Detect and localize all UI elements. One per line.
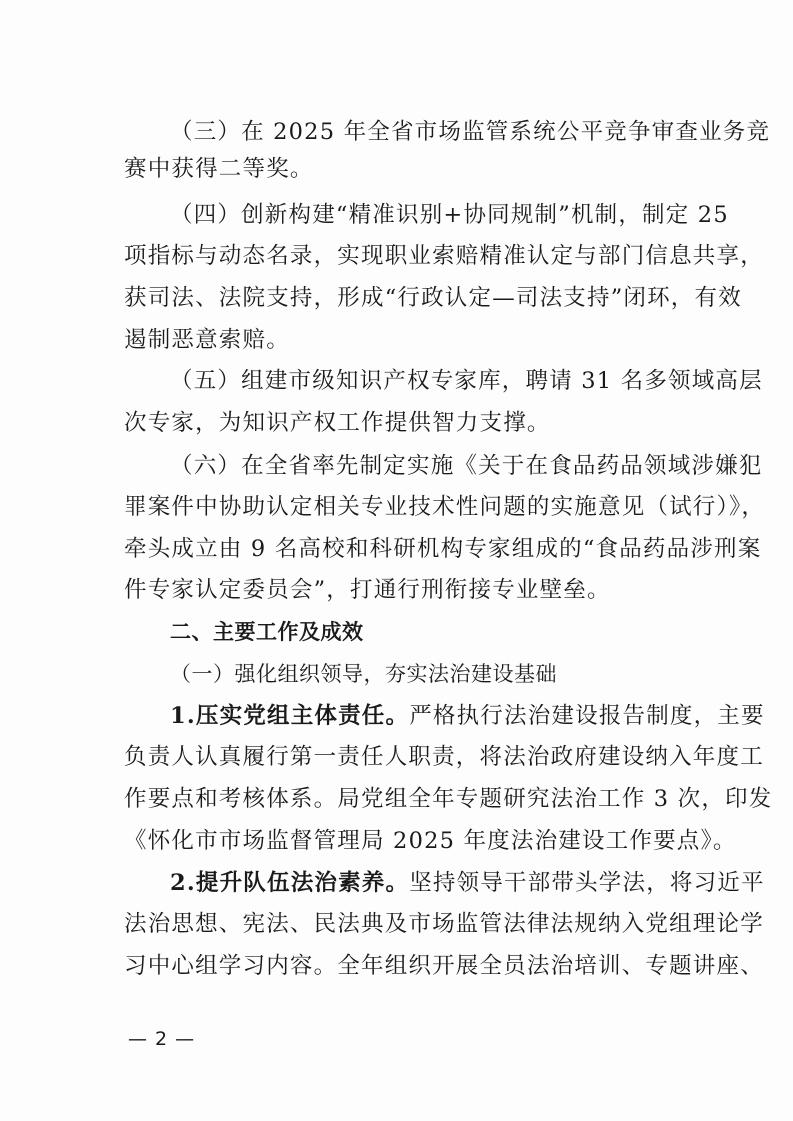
item3-line1: （三）在 2025 年全省市场监管系统公平竞争审查业务竞 <box>170 119 771 145</box>
section-heading: 二、主要工作及成效 <box>170 620 364 644</box>
point1-line2: 负责人认真履行第一责任人职责，将法治政府建设纳入年度工 <box>124 744 764 770</box>
point2-line1 <box>170 868 765 898</box>
page-number: — 2 — <box>128 1028 196 1050</box>
item6-line3: 牵头成立由 9 名高校和科研机构专家组成的“食品药品涉刑案 <box>124 536 762 562</box>
subsection-heading: （一）强化组织领导，夯实法治建设基础 <box>170 662 557 686</box>
item6-line4: 件专家认定委员会”，打通行刑衔接专业壁垒。 <box>124 577 611 603</box>
item3-line2: 赛中获得二等奖。 <box>124 156 314 182</box>
point1-line4: 《怀化市市场监督管理局 2025 年度法治建设工作要点》。 <box>124 828 737 854</box>
point1-line3: 作要点和考核体系。局党组全年专题研究法治工作 3 次，印发 <box>124 786 773 812</box>
item6-line2: 罪案件中协助认定相关专业技术性问题的实施意见（试行）》， <box>124 494 766 520</box>
point2-line3: 习中心组学习内容。全年组织开展全员法治培训、专题讲座、 <box>124 953 764 979</box>
item6-line1: （六）在全省率先制定实施《关于在食品药品领域涉嫌犯 <box>170 453 763 479</box>
item4-line1: （四）创新构建“精准识别+协同规制”机制，制定 25 <box>170 202 729 228</box>
point2-line1-text: 坚持领导干部带头学法，将习近平 <box>409 870 765 896</box>
item5-line1: （五）组建市级知识产权专家库，聘请 31 名多领域高层 <box>170 368 763 394</box>
item4-line4: 遏制恶意索赔。 <box>124 327 290 353</box>
item4-line2: 项指标与动态名录，实现职业索赔精准认定与部门信息共享， <box>124 243 764 269</box>
item4-line3: 获司法、法院支持，形成“行政认定—司法支持”闭环，有效 <box>124 285 742 311</box>
item5-line2: 次专家，为知识产权工作提供智力支撑。 <box>124 410 551 436</box>
point1-title: 1.压实党组主体责任。 <box>170 703 410 729</box>
point1-line1 <box>170 701 765 731</box>
point2-title: 2.提升队伍法治素养。 <box>170 870 410 896</box>
point2-line2: 法治思想、宪法、民法典及市场监管法律法规纳入党组理论学 <box>124 911 764 937</box>
point1-line1-text: 严格执行法治建设报告制度，主要 <box>409 703 765 729</box>
